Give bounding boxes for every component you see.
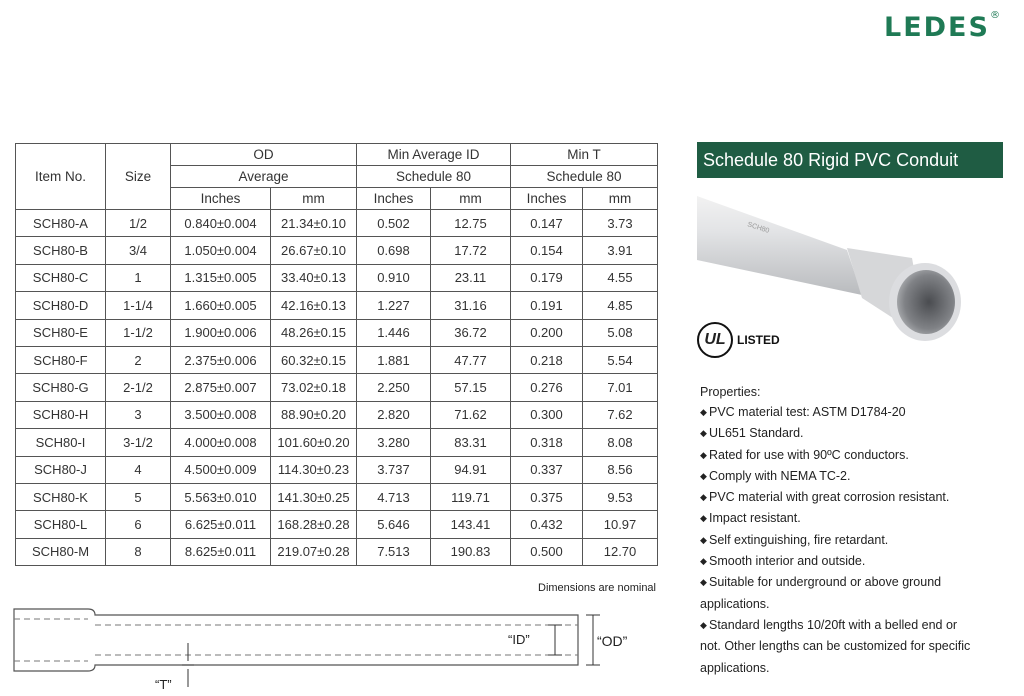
bullet-icon: ◆ bbox=[700, 428, 707, 439]
property-text: Impact resistant. bbox=[709, 511, 801, 526]
table-cell: 0.179 bbox=[511, 264, 583, 291]
property-item bbox=[700, 487, 1000, 508]
table-cell: 0.191 bbox=[511, 292, 583, 319]
table-cell: SCH80-H bbox=[16, 401, 106, 428]
table-cell: 0.218 bbox=[511, 346, 583, 373]
brand-logo bbox=[884, 10, 1002, 43]
table-cell: SCH80-D bbox=[16, 292, 106, 319]
brand-name: LEDES bbox=[884, 12, 990, 43]
header-size: Size bbox=[106, 144, 171, 210]
table-cell: 0.910 bbox=[357, 264, 431, 291]
table-cell: 1.050±0.004 bbox=[171, 237, 271, 264]
table-cell: 8.625±0.011 bbox=[171, 538, 271, 565]
table-cell: 23.11 bbox=[431, 264, 511, 291]
table-cell: 1.881 bbox=[357, 346, 431, 373]
table-row bbox=[16, 429, 658, 456]
table-cell: 0.337 bbox=[511, 456, 583, 483]
table-cell: 10.97 bbox=[583, 511, 658, 538]
table-row bbox=[16, 210, 658, 237]
table-cell: 88.90±0.20 bbox=[271, 401, 357, 428]
pipe-print: SCH80 bbox=[746, 221, 771, 235]
table-cell: 114.30±0.23 bbox=[271, 456, 357, 483]
table-row bbox=[16, 319, 658, 346]
property-item bbox=[700, 423, 1000, 444]
property-item bbox=[700, 402, 1000, 423]
property-item bbox=[700, 445, 1000, 466]
table-cell: 12.70 bbox=[583, 538, 658, 565]
od-label: “OD” bbox=[597, 633, 628, 649]
header-average: Average bbox=[171, 166, 357, 188]
property-text: Standard lengths 10/20ft with a belled end or bbox=[709, 617, 958, 632]
bullet-icon: ◆ bbox=[700, 449, 707, 460]
header-mm-id: mm bbox=[431, 188, 511, 210]
table-cell: 3.500±0.008 bbox=[171, 401, 271, 428]
table-cell: 12.75 bbox=[431, 210, 511, 237]
table-cell: 0.432 bbox=[511, 511, 583, 538]
table-cell: 4.000±0.008 bbox=[171, 429, 271, 456]
table-cell: 7.01 bbox=[583, 374, 658, 401]
table-cell: SCH80-A bbox=[16, 210, 106, 237]
table-cell: 1 bbox=[106, 264, 171, 291]
table-cell: 5.08 bbox=[583, 319, 658, 346]
table-cell: 0.698 bbox=[357, 237, 431, 264]
property-text: Suitable for underground or above ground bbox=[709, 575, 942, 590]
table-cell: 0.300 bbox=[511, 401, 583, 428]
table-cell: 33.40±0.13 bbox=[271, 264, 357, 291]
ul-listed-mark bbox=[697, 322, 780, 358]
table-row bbox=[16, 456, 658, 483]
table-row bbox=[16, 511, 658, 538]
table-cell: 60.32±0.15 bbox=[271, 346, 357, 373]
registered-mark: ® bbox=[989, 10, 1002, 21]
table-cell: 4.500±0.009 bbox=[171, 456, 271, 483]
header-inches-od: Inches bbox=[171, 188, 271, 210]
table-row bbox=[16, 346, 658, 373]
property-text: UL651 Standard. bbox=[709, 426, 804, 441]
table-cell: 5.54 bbox=[583, 346, 658, 373]
table-cell: 4.713 bbox=[357, 483, 431, 510]
table-cell: 57.15 bbox=[431, 374, 511, 401]
table-row bbox=[16, 374, 658, 401]
table-cell: 2.250 bbox=[357, 374, 431, 401]
header-schedule80-t: Schedule 80 bbox=[511, 166, 658, 188]
table-cell: 7.513 bbox=[357, 538, 431, 565]
table-cell: 94.91 bbox=[431, 456, 511, 483]
table-cell: 4 bbox=[106, 456, 171, 483]
table-cell: 8.08 bbox=[583, 429, 658, 456]
table-cell: SCH80-L bbox=[16, 511, 106, 538]
table-cell: 143.41 bbox=[431, 511, 511, 538]
table-cell: SCH80-F bbox=[16, 346, 106, 373]
table-cell: 168.28±0.28 bbox=[271, 511, 357, 538]
bullet-icon: ◆ bbox=[700, 619, 707, 630]
table-cell: 119.71 bbox=[431, 483, 511, 510]
table-cell: 141.30±0.25 bbox=[271, 483, 357, 510]
table-cell: 4.55 bbox=[583, 264, 658, 291]
table-cell: 0.375 bbox=[511, 483, 583, 510]
table-cell: SCH80-G bbox=[16, 374, 106, 401]
bullet-icon: ◆ bbox=[700, 470, 707, 481]
table-cell: 5.646 bbox=[357, 511, 431, 538]
table-cell: 2.375±0.006 bbox=[171, 346, 271, 373]
table-cell: SCH80-E bbox=[16, 319, 106, 346]
table-cell: 101.60±0.20 bbox=[271, 429, 357, 456]
table-cell: 31.16 bbox=[431, 292, 511, 319]
table-row bbox=[16, 264, 658, 291]
table-cell: 0.276 bbox=[511, 374, 583, 401]
property-item bbox=[700, 530, 1000, 551]
table-cell: 0.500 bbox=[511, 538, 583, 565]
property-item-continued: not. Other lengths can be customized for specific applications. bbox=[700, 639, 971, 675]
table-cell: SCH80-I bbox=[16, 429, 106, 456]
property-text: PVC material with great corrosion resistant. bbox=[709, 490, 950, 505]
bullet-icon: ◆ bbox=[700, 513, 707, 524]
table-row bbox=[16, 401, 658, 428]
header-mm-od: mm bbox=[271, 188, 357, 210]
property-text: Comply with NEMA TC-2. bbox=[709, 468, 851, 483]
table-cell: 5 bbox=[106, 483, 171, 510]
bullet-icon: ◆ bbox=[700, 492, 707, 503]
spec-table-body bbox=[16, 210, 658, 566]
bullet-icon: ◆ bbox=[700, 577, 707, 588]
table-cell: 2.820 bbox=[357, 401, 431, 428]
bullet-icon: ◆ bbox=[700, 407, 707, 417]
table-cell: 0.147 bbox=[511, 210, 583, 237]
id-label: “ID” bbox=[508, 632, 530, 647]
properties-section bbox=[700, 385, 1000, 679]
pipe-cross-section-diagram bbox=[0, 595, 660, 696]
table-cell: 6.625±0.011 bbox=[171, 511, 271, 538]
table-cell: 5.563±0.010 bbox=[171, 483, 271, 510]
table-cell: 17.72 bbox=[431, 237, 511, 264]
table-cell: 36.72 bbox=[431, 319, 511, 346]
header-mm-t: mm bbox=[583, 188, 658, 210]
table-cell: 9.53 bbox=[583, 483, 658, 510]
property-text: Self extinguishing, fire retardant. bbox=[709, 532, 889, 547]
table-cell: 0.502 bbox=[357, 210, 431, 237]
table-cell: 6 bbox=[106, 511, 171, 538]
table-cell: 73.02±0.18 bbox=[271, 374, 357, 401]
table-cell: 47.77 bbox=[431, 346, 511, 373]
table-cell: 4.85 bbox=[583, 292, 658, 319]
table-cell: 71.62 bbox=[431, 401, 511, 428]
table-cell: SCH80-B bbox=[16, 237, 106, 264]
table-cell: 1.446 bbox=[357, 319, 431, 346]
property-item bbox=[700, 572, 1000, 593]
header-min-t: Min T bbox=[511, 144, 658, 166]
table-cell: 2.875±0.007 bbox=[171, 374, 271, 401]
bullet-icon: ◆ bbox=[700, 556, 707, 567]
table-cell: 83.31 bbox=[431, 429, 511, 456]
table-cell: 42.16±0.13 bbox=[271, 292, 357, 319]
table-cell: 3/4 bbox=[106, 237, 171, 264]
bullet-icon: ◆ bbox=[700, 534, 707, 545]
properties-list bbox=[700, 402, 1000, 679]
table-cell: SCH80-J bbox=[16, 456, 106, 483]
table-row bbox=[16, 538, 658, 565]
property-item-continued: applications. bbox=[700, 596, 770, 611]
table-cell: SCH80-K bbox=[16, 483, 106, 510]
table-cell: 3.737 bbox=[357, 456, 431, 483]
table-cell: SCH80-M bbox=[16, 538, 106, 565]
table-cell: 3.280 bbox=[357, 429, 431, 456]
table-cell: 2-1/2 bbox=[106, 374, 171, 401]
table-cell: 26.67±0.10 bbox=[271, 237, 357, 264]
t-label: “T” bbox=[155, 677, 172, 692]
spec-table bbox=[15, 143, 658, 566]
dimensions-note: Dimensions are nominal bbox=[538, 582, 656, 594]
property-text: Smooth interior and outside. bbox=[709, 554, 866, 569]
table-cell: 1.315±0.005 bbox=[171, 264, 271, 291]
property-item bbox=[700, 508, 1000, 529]
property-item bbox=[700, 466, 1000, 487]
table-cell: 1.227 bbox=[357, 292, 431, 319]
table-cell: 3-1/2 bbox=[106, 429, 171, 456]
table-cell: 21.34±0.10 bbox=[271, 210, 357, 237]
table-cell: SCH80-C bbox=[16, 264, 106, 291]
table-row bbox=[16, 292, 658, 319]
table-cell: 1/2 bbox=[106, 210, 171, 237]
table-cell: 0.200 bbox=[511, 319, 583, 346]
table-cell: 1-1/4 bbox=[106, 292, 171, 319]
header-inches-id: Inches bbox=[357, 188, 431, 210]
table-cell: 2 bbox=[106, 346, 171, 373]
table-cell: 0.154 bbox=[511, 237, 583, 264]
property-item bbox=[700, 615, 1000, 636]
product-title: Schedule 80 Rigid PVC Conduit bbox=[697, 142, 1003, 178]
table-cell: 3.73 bbox=[583, 210, 658, 237]
table-cell: 3.91 bbox=[583, 237, 658, 264]
header-schedule80-id: Schedule 80 bbox=[357, 166, 511, 188]
table-cell: 3 bbox=[106, 401, 171, 428]
table-cell: 1.900±0.006 bbox=[171, 319, 271, 346]
table-row bbox=[16, 237, 658, 264]
table-cell: 0.840±0.004 bbox=[171, 210, 271, 237]
properties-title: Properties: bbox=[700, 385, 761, 399]
table-cell: 190.83 bbox=[431, 538, 511, 565]
property-item bbox=[700, 551, 1000, 572]
table-row bbox=[16, 483, 658, 510]
table-cell: 1.660±0.005 bbox=[171, 292, 271, 319]
header-od: OD bbox=[171, 144, 357, 166]
table-cell: 48.26±0.15 bbox=[271, 319, 357, 346]
table-cell: 8.56 bbox=[583, 456, 658, 483]
header-item-no: Item No. bbox=[16, 144, 106, 210]
table-cell: 8 bbox=[106, 538, 171, 565]
ul-logo-icon: UL bbox=[697, 322, 733, 358]
table-cell: 1-1/2 bbox=[106, 319, 171, 346]
table-cell: 219.07±0.28 bbox=[271, 538, 357, 565]
table-cell: 0.318 bbox=[511, 429, 583, 456]
table-cell: 7.62 bbox=[583, 401, 658, 428]
header-min-avg-id: Min Average ID bbox=[357, 144, 511, 166]
property-text: PVC material test: ASTM D1784-20 bbox=[709, 405, 906, 419]
header-inches-t: Inches bbox=[511, 188, 583, 210]
ul-listed-text: LISTED bbox=[737, 333, 780, 347]
property-text: Rated for use with 90ºC conductors. bbox=[709, 447, 909, 462]
